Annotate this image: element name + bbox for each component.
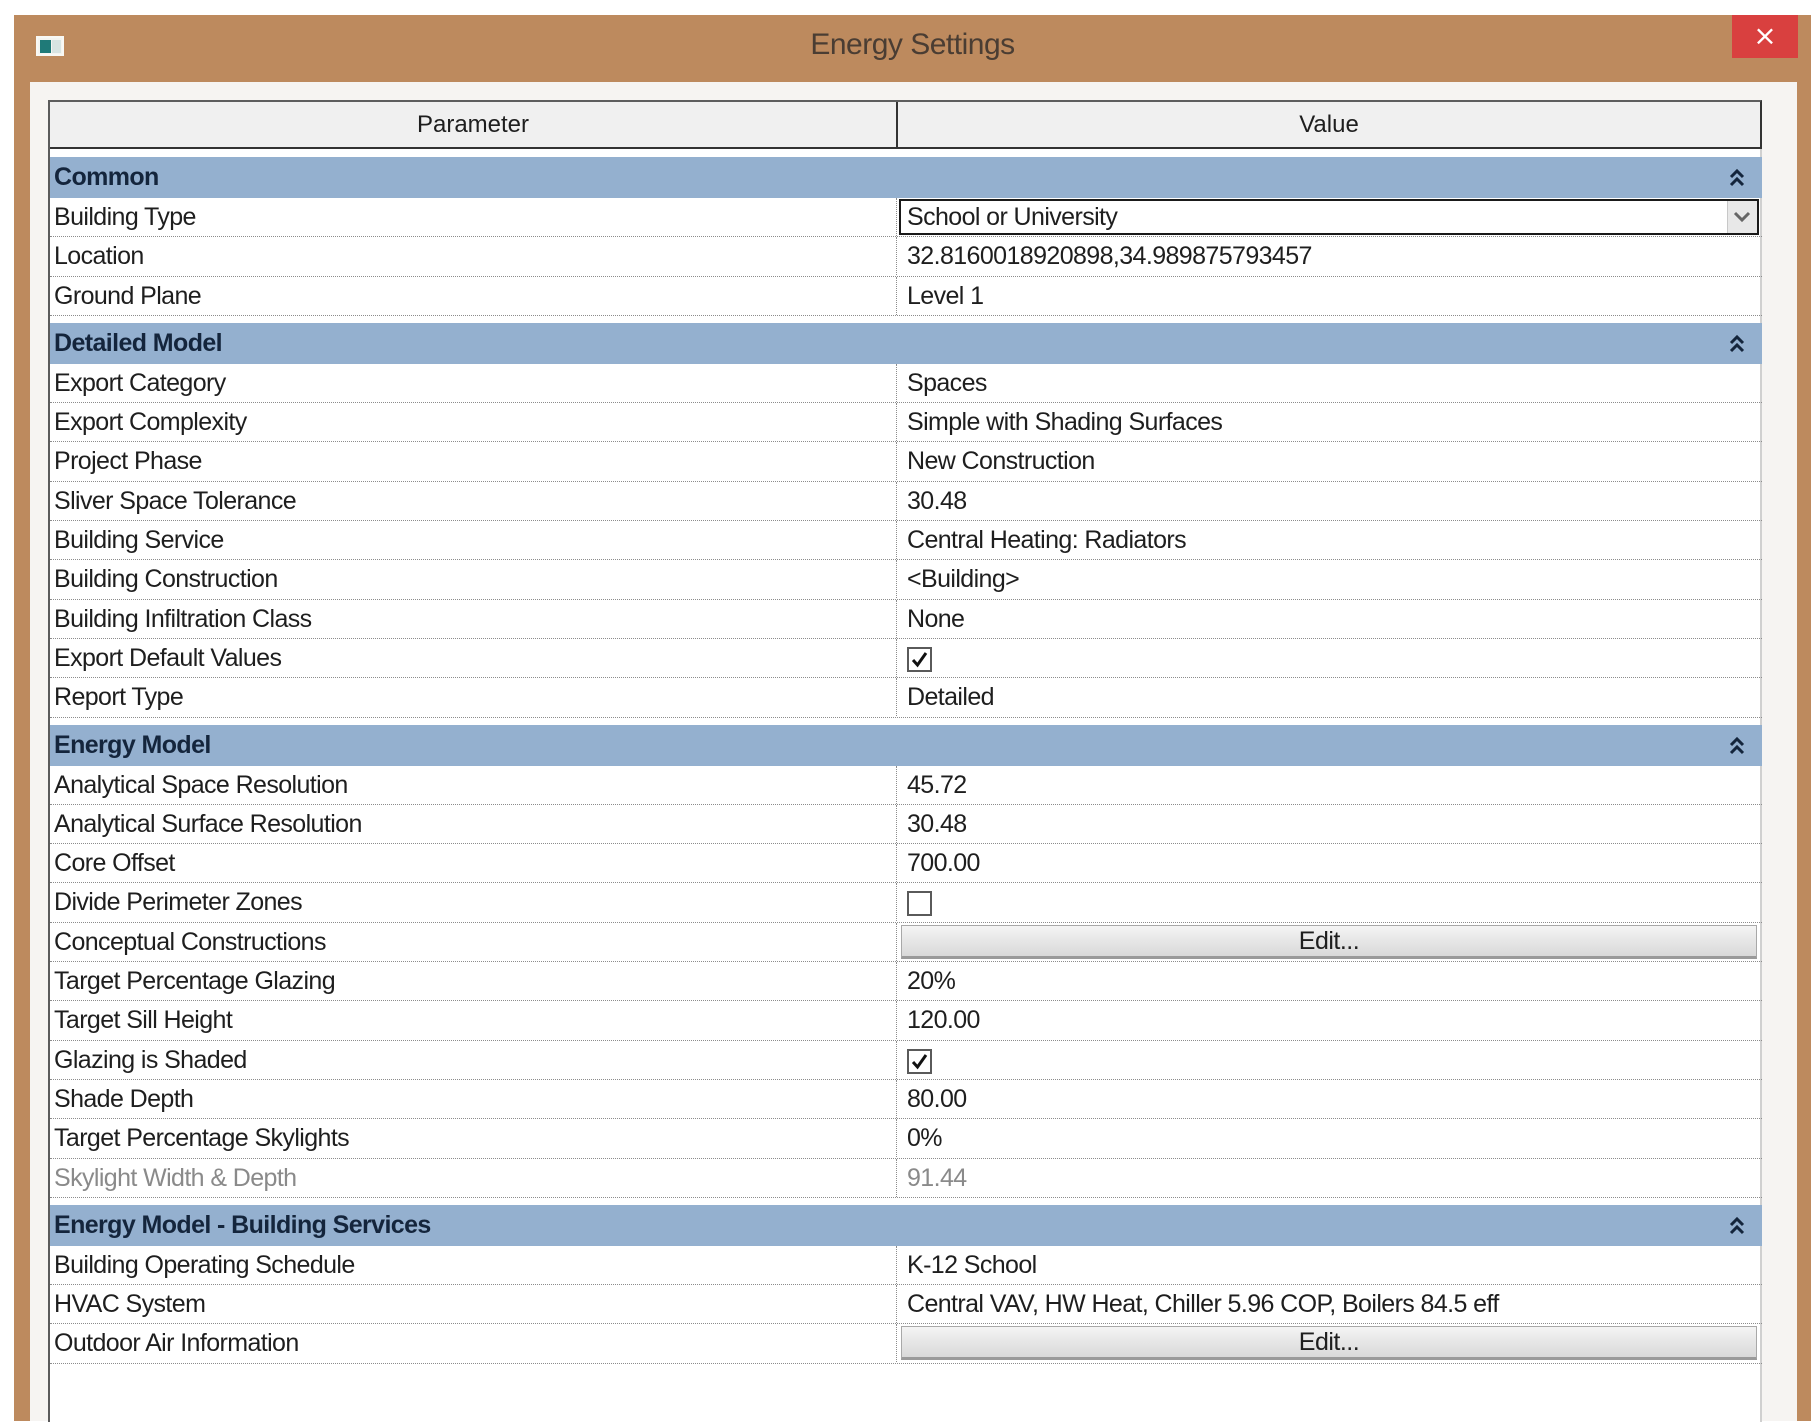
parameter-label: Target Percentage Glazing xyxy=(54,967,336,996)
glazing-is-shaded-checkbox[interactable] xyxy=(907,1049,932,1074)
property-row-glazing-is-shaded[interactable] xyxy=(50,1041,1762,1080)
property-row-building-infiltration-class[interactable] xyxy=(50,600,1762,639)
building-construction-value[interactable]: <Building> xyxy=(907,565,1020,594)
ground-plane-value[interactable]: Level 1 xyxy=(907,281,984,310)
property-row-target-percentage-skylights[interactable] xyxy=(50,1119,1762,1158)
parameter-label: Outdoor Air Information xyxy=(54,1329,299,1358)
property-row-skylight-width-depth[interactable] xyxy=(50,1159,1762,1198)
parameter-label: HVAC System xyxy=(54,1290,206,1319)
value-cell xyxy=(896,1080,1762,1118)
analytical-surface-resolution-value[interactable]: 30.48 xyxy=(907,809,967,838)
group-label: Energy Model - Building Services xyxy=(54,1210,431,1239)
close-icon: × xyxy=(1753,19,1777,52)
group-header-energy-model[interactable] xyxy=(50,725,1762,766)
value-cell xyxy=(896,403,1762,441)
property-row-building-service[interactable] xyxy=(50,521,1762,560)
parameter-label: Shade Depth xyxy=(54,1084,194,1113)
value-cell xyxy=(896,1246,1762,1284)
property-row-location[interactable] xyxy=(50,237,1762,276)
building-infiltration-class-value[interactable]: None xyxy=(907,604,965,633)
parameter-label: Export Complexity xyxy=(54,408,247,437)
value-cell xyxy=(896,237,1762,275)
group-header-common[interactable] xyxy=(50,157,1762,198)
property-row-building-type[interactable] xyxy=(50,198,1762,237)
parameter-label: Conceptual Constructions xyxy=(54,927,326,956)
value-cell xyxy=(896,1324,1762,1362)
value-cell xyxy=(896,560,1762,598)
properties-grid xyxy=(48,100,1762,1422)
property-row-hvac-system[interactable] xyxy=(50,1285,1762,1324)
target-sill-height-value[interactable]: 120.00 xyxy=(907,1006,980,1035)
chevron-down-icon[interactable] xyxy=(1727,201,1757,233)
dialog-body xyxy=(30,82,1797,1421)
conceptual-constructions-edit-button[interactable]: Edit... xyxy=(901,925,1757,959)
property-row-ground-plane[interactable] xyxy=(50,277,1762,316)
property-row-outdoor-air-information[interactable] xyxy=(50,1324,1762,1363)
value-cell xyxy=(896,805,1762,843)
divide-perimeter-zones-checkbox[interactable] xyxy=(907,891,932,916)
value-cell xyxy=(896,1119,1762,1157)
value-cell xyxy=(896,1001,1762,1039)
property-row-analytical-space-resolution[interactable] xyxy=(50,766,1762,805)
column-header-parameter[interactable]: Parameter xyxy=(50,102,898,147)
value-cell xyxy=(896,678,1762,716)
value-cell xyxy=(896,521,1762,559)
property-row-conceptual-constructions[interactable] xyxy=(50,923,1762,962)
parameter-label: Building Operating Schedule xyxy=(54,1250,355,1279)
core-offset-value[interactable]: 700.00 xyxy=(907,849,980,878)
value-cell xyxy=(896,277,1762,315)
value-cell xyxy=(896,962,1762,1000)
close-button[interactable] xyxy=(1732,15,1798,58)
parameter-label: Skylight Width & Depth xyxy=(54,1163,297,1192)
value-cell xyxy=(896,923,1762,961)
grid-header xyxy=(50,100,1762,149)
export-complexity-value[interactable]: Simple with Shading Surfaces xyxy=(907,408,1223,437)
property-row-target-percentage-glazing[interactable] xyxy=(50,962,1762,1001)
value-cell xyxy=(896,364,1762,402)
sliver-space-tolerance-value[interactable]: 30.48 xyxy=(907,486,967,515)
parameter-label: Analytical Surface Resolution xyxy=(54,809,362,838)
property-row-target-sill-height[interactable] xyxy=(50,1001,1762,1040)
collapse-chevron-icon[interactable] xyxy=(1728,166,1746,188)
property-row-building-operating-schedule[interactable] xyxy=(50,1246,1762,1285)
property-row-report-type[interactable] xyxy=(50,678,1762,717)
group-label: Detailed Model xyxy=(54,328,223,357)
parameter-label: Ground Plane xyxy=(54,281,202,310)
building-service-value[interactable]: Central Heating: Radiators xyxy=(907,526,1186,555)
property-row-analytical-surface-resolution[interactable] xyxy=(50,805,1762,844)
parameter-label: Export Default Values xyxy=(54,643,282,672)
parameter-label: Analytical Space Resolution xyxy=(54,770,348,799)
value-cell xyxy=(896,766,1762,804)
report-type-value[interactable]: Detailed xyxy=(907,683,994,712)
value-cell xyxy=(896,482,1762,520)
target-percentage-glazing-value[interactable]: 20% xyxy=(907,967,956,996)
parameter-label: Glazing is Shaded xyxy=(54,1045,247,1074)
parameter-label: Target Sill Height xyxy=(54,1006,233,1035)
group-header-detailed-model[interactable] xyxy=(50,323,1762,364)
window-title: Energy Settings xyxy=(810,28,1015,61)
property-row-export-default-values[interactable] xyxy=(50,639,1762,678)
column-header-value[interactable]: Value xyxy=(1299,111,1359,138)
value-cell xyxy=(896,639,1762,677)
export-category-value[interactable]: Spaces xyxy=(907,368,987,397)
hvac-system-value[interactable]: Central VAV, HW Heat, Chiller 5.96 COP, Boilers 84.5 eff xyxy=(907,1290,1499,1319)
parameter-label: Building Infiltration Class xyxy=(54,604,312,633)
property-row-divide-perimeter-zones[interactable] xyxy=(50,883,1762,922)
analytical-space-resolution-value[interactable]: 45.72 xyxy=(907,770,967,799)
property-row-export-complexity[interactable] xyxy=(50,403,1762,442)
property-row-export-category[interactable] xyxy=(50,364,1762,403)
parameter-label: Core Offset xyxy=(54,849,175,878)
value-cell xyxy=(896,883,1762,921)
parameter-label: Building Service xyxy=(54,526,224,555)
parameter-label: Report Type xyxy=(54,683,184,712)
parameter-label: Building Construction xyxy=(54,565,278,594)
outdoor-air-information-edit-button[interactable]: Edit... xyxy=(901,1326,1757,1360)
value-cell xyxy=(896,844,1762,882)
parameter-label: Sliver Space Tolerance xyxy=(54,486,297,515)
value-cell xyxy=(896,442,1762,480)
property-row-project-phase[interactable] xyxy=(50,442,1762,481)
location-value[interactable]: 32.8160018920898,34.989875793457 xyxy=(907,242,1312,271)
dropdown-selected-value: School or University xyxy=(907,203,1118,231)
group-header-energy-model-building-services[interactable] xyxy=(50,1205,1762,1246)
project-phase-value[interactable]: New Construction xyxy=(907,447,1095,476)
shade-depth-value[interactable]: 80.00 xyxy=(907,1084,967,1113)
value-cell xyxy=(896,600,1762,638)
building-operating-schedule-value[interactable]: K-12 School xyxy=(907,1250,1037,1279)
group-label: Common xyxy=(54,163,159,191)
property-row-sliver-space-tolerance[interactable] xyxy=(50,482,1762,521)
building-type-dropdown[interactable] xyxy=(899,199,1759,235)
collapse-chevron-icon[interactable] xyxy=(1728,1214,1746,1236)
parameter-label: Divide Perimeter Zones xyxy=(54,888,303,917)
property-row-building-construction[interactable] xyxy=(50,560,1762,599)
parameter-label: Target Percentage Skylights xyxy=(54,1124,350,1153)
energy-settings-window xyxy=(14,15,1811,1421)
value-cell xyxy=(896,198,1762,236)
parameter-label: Location xyxy=(54,242,144,271)
property-row-core-offset[interactable] xyxy=(50,844,1762,883)
export-default-values-checkbox[interactable] xyxy=(907,647,932,672)
group-label: Energy Model xyxy=(54,730,211,759)
collapse-chevron-icon[interactable] xyxy=(1728,332,1746,354)
target-percentage-skylights-value[interactable]: 0% xyxy=(907,1124,942,1153)
skylight-width-depth-value: 91.44 xyxy=(907,1163,967,1192)
grid-rows xyxy=(50,157,1762,1364)
value-cell xyxy=(896,1159,1762,1197)
parameter-label: Export Category xyxy=(54,368,226,397)
collapse-chevron-icon[interactable] xyxy=(1728,734,1746,756)
property-row-shade-depth[interactable] xyxy=(50,1080,1762,1119)
title-bar[interactable] xyxy=(14,15,1811,81)
value-cell xyxy=(896,1285,1762,1323)
value-cell xyxy=(896,1041,1762,1079)
parameter-label: Project Phase xyxy=(54,447,202,476)
parameter-label: Building Type xyxy=(54,203,196,231)
